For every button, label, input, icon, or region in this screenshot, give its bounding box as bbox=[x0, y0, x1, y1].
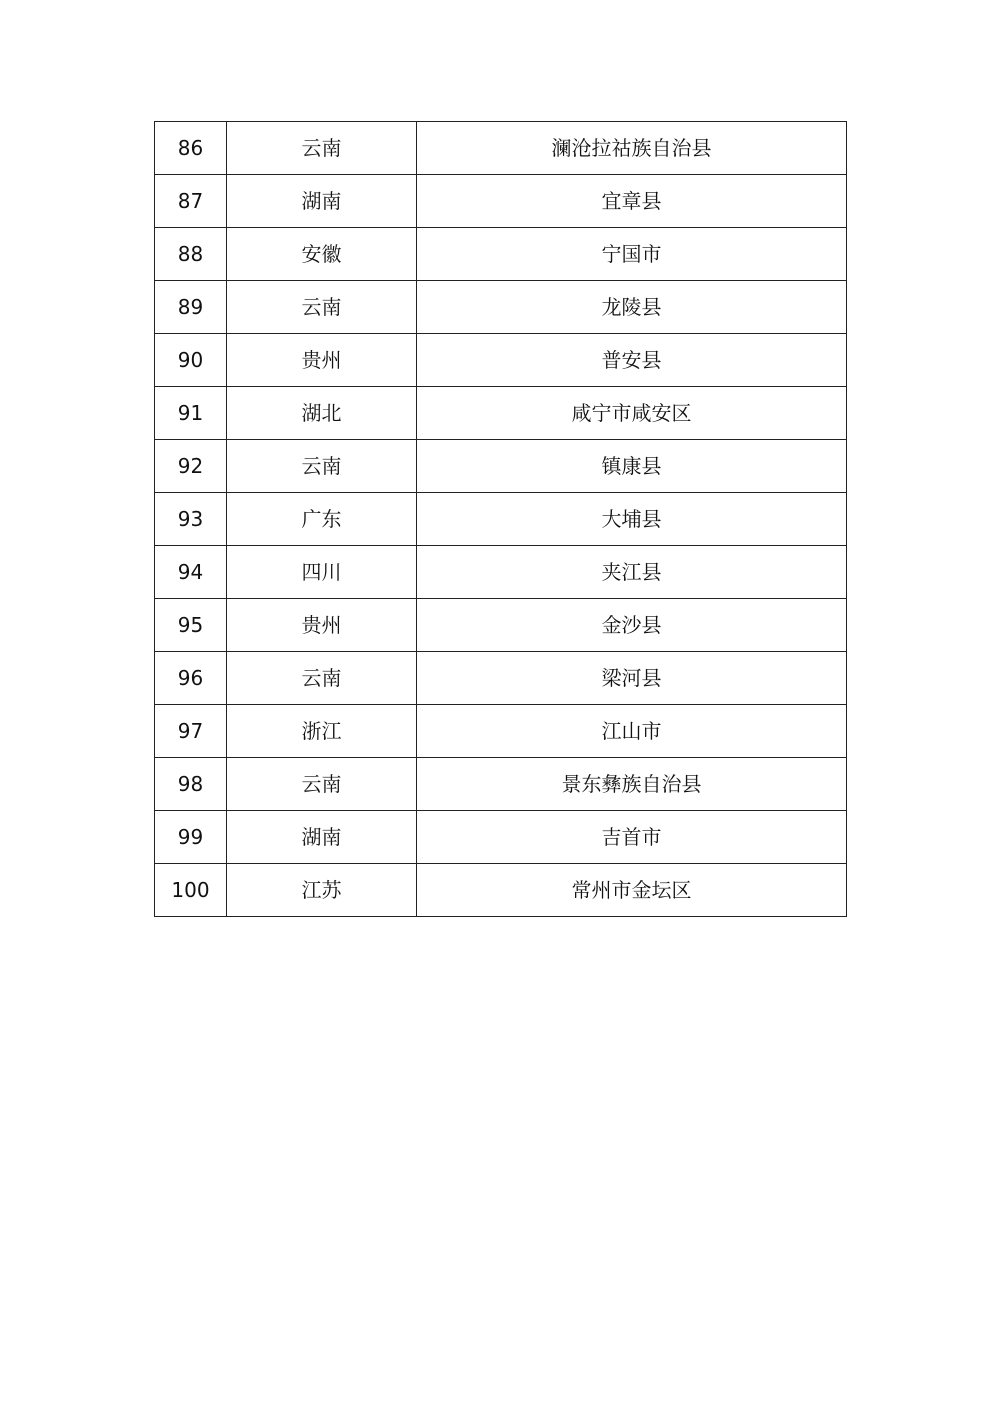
province-cell: 四川 bbox=[227, 546, 417, 599]
table-row bbox=[155, 228, 847, 281]
row-number: 91 bbox=[155, 387, 227, 440]
province-cell: 云南 bbox=[227, 122, 417, 175]
table-row bbox=[155, 493, 847, 546]
province-cell: 贵州 bbox=[227, 334, 417, 387]
row-number: 100 bbox=[155, 864, 227, 917]
row-number: 97 bbox=[155, 705, 227, 758]
county-cell: 常州市金坛区 bbox=[417, 864, 847, 917]
county-cell: 宜章县 bbox=[417, 175, 847, 228]
county-cell: 江山市 bbox=[417, 705, 847, 758]
province-cell: 湖北 bbox=[227, 387, 417, 440]
table-row bbox=[155, 811, 847, 864]
table-row bbox=[155, 334, 847, 387]
row-number: 86 bbox=[155, 122, 227, 175]
table-body bbox=[155, 122, 847, 917]
province-cell: 云南 bbox=[227, 652, 417, 705]
row-number: 99 bbox=[155, 811, 227, 864]
row-number: 95 bbox=[155, 599, 227, 652]
table-row bbox=[155, 546, 847, 599]
province-cell: 云南 bbox=[227, 758, 417, 811]
county-cell: 宁国市 bbox=[417, 228, 847, 281]
table-row bbox=[155, 758, 847, 811]
table-row bbox=[155, 175, 847, 228]
county-cell: 景东彝族自治县 bbox=[417, 758, 847, 811]
table-row bbox=[155, 705, 847, 758]
county-cell: 金沙县 bbox=[417, 599, 847, 652]
county-cell: 澜沧拉祜族自治县 bbox=[417, 122, 847, 175]
table-row bbox=[155, 387, 847, 440]
province-cell: 云南 bbox=[227, 281, 417, 334]
table-row bbox=[155, 652, 847, 705]
county-cell: 夹江县 bbox=[417, 546, 847, 599]
province-cell: 江苏 bbox=[227, 864, 417, 917]
province-cell: 云南 bbox=[227, 440, 417, 493]
table-row bbox=[155, 599, 847, 652]
row-number: 94 bbox=[155, 546, 227, 599]
county-cell: 大埔县 bbox=[417, 493, 847, 546]
county-cell: 梁河县 bbox=[417, 652, 847, 705]
row-number: 89 bbox=[155, 281, 227, 334]
county-list-table bbox=[154, 121, 847, 917]
province-cell: 安徽 bbox=[227, 228, 417, 281]
row-number: 93 bbox=[155, 493, 227, 546]
row-number: 87 bbox=[155, 175, 227, 228]
table-row bbox=[155, 440, 847, 493]
row-number: 92 bbox=[155, 440, 227, 493]
province-cell: 湖南 bbox=[227, 811, 417, 864]
province-cell: 湖南 bbox=[227, 175, 417, 228]
table-row bbox=[155, 864, 847, 917]
row-number: 98 bbox=[155, 758, 227, 811]
row-number: 90 bbox=[155, 334, 227, 387]
table-row bbox=[155, 281, 847, 334]
table-row bbox=[155, 122, 847, 175]
county-cell: 吉首市 bbox=[417, 811, 847, 864]
row-number: 96 bbox=[155, 652, 227, 705]
row-number: 88 bbox=[155, 228, 227, 281]
county-cell: 普安县 bbox=[417, 334, 847, 387]
province-cell: 广东 bbox=[227, 493, 417, 546]
county-cell: 镇康县 bbox=[417, 440, 847, 493]
province-cell: 浙江 bbox=[227, 705, 417, 758]
province-cell: 贵州 bbox=[227, 599, 417, 652]
county-cell: 咸宁市咸安区 bbox=[417, 387, 847, 440]
county-cell: 龙陵县 bbox=[417, 281, 847, 334]
